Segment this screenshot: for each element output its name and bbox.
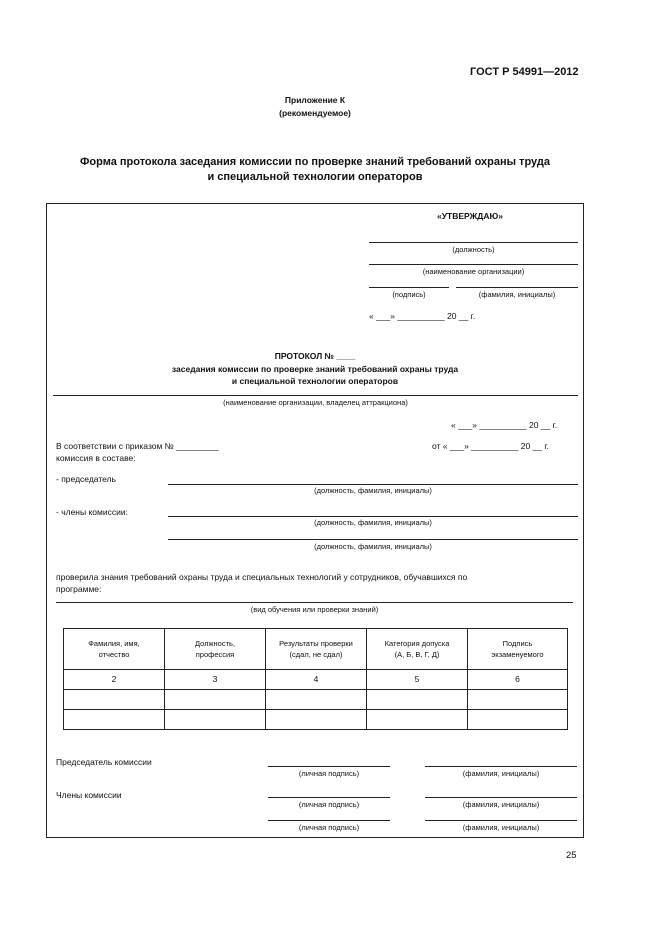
member1-signature-caption: (личная подпись)	[298, 800, 360, 809]
name-caption: (фамилия, инициалы)	[478, 290, 556, 299]
number-cell: 6	[468, 670, 568, 690]
approve-label: «УТВЕРЖДАЮ»	[437, 211, 503, 221]
chairman-signature-label: Председатель комиссии	[56, 757, 152, 767]
member1-name-caption: (фамилия, инициалы)	[462, 800, 540, 809]
table-cell	[165, 690, 266, 710]
checked-line1: проверила знания требований охраны труда и специальных технологий у сотрудников, обучавшихся по	[56, 572, 468, 582]
member1-name-line	[425, 797, 577, 798]
protocol-line2: заседания комиссии по проверке знаний требований охраны труда	[171, 364, 459, 374]
position-caption: (должность)	[452, 245, 495, 254]
chairman-line	[168, 484, 578, 485]
member2-line	[168, 539, 578, 540]
chairman-caption: (должность, фамилия, инициалы)	[314, 486, 432, 495]
name-line	[456, 287, 578, 288]
training-caption: (вид обучения или проверки знаний)	[250, 605, 379, 614]
chairman-signature-caption: (личная подпись)	[298, 769, 360, 778]
number-cell: 4	[266, 670, 367, 690]
members-signature-label: Члены комиссии	[56, 790, 122, 800]
form-title-line2: и специальной технологии операторов	[207, 171, 423, 183]
member2-name-caption: (фамилия, инициалы)	[462, 823, 540, 832]
commission-text: комиссия в составе:	[56, 453, 136, 463]
chairman-label: - председатель	[56, 474, 116, 484]
appendix-subtitle: (рекомендуемое)	[279, 108, 351, 118]
gost-number: ГОСТ Р 54991—2012	[470, 66, 579, 78]
number-cell: 5	[367, 670, 468, 690]
signature-line	[369, 287, 449, 288]
org-caption: (наименование организации)	[422, 267, 525, 276]
appendix-title: Приложение К	[284, 95, 346, 105]
protocol-line3: и специальной технологии операторов	[231, 376, 399, 386]
header-cell-signature: Подпись экзаменуемого	[468, 629, 568, 670]
member1-signature-line	[268, 797, 390, 798]
checked-line2: программе:	[56, 584, 102, 594]
protocol-org-caption: (наименование организации, владелец аттракциона)	[223, 398, 408, 407]
table-cell	[367, 690, 468, 710]
header-cell-category: Категория допуска (А, Б, В, Г, Д)	[367, 629, 468, 670]
table-cell	[64, 710, 165, 730]
form-title-line1: Форма протокола заседания комиссии по проверке знаний требований охраны труда	[80, 156, 550, 168]
member2-name-line	[425, 820, 577, 821]
table-cell	[64, 690, 165, 710]
table-cell	[266, 710, 367, 730]
table-number-row	[64, 670, 568, 690]
number-cell: 3	[165, 670, 266, 690]
header-cell-position: Должность, профессия	[165, 629, 266, 670]
approve-date: « ___» __________ 20 __ г.	[369, 311, 476, 321]
org-name-line	[53, 395, 578, 396]
results-table	[63, 628, 568, 730]
chairman-name-line	[425, 766, 577, 767]
table-row	[64, 710, 568, 730]
protocol-title: ПРОТОКОЛ № ____	[274, 351, 356, 361]
table-cell	[165, 710, 266, 730]
table-cell	[468, 690, 568, 710]
header-cell-name: Фамилия, имя, отчество	[64, 629, 165, 670]
table-cell	[266, 690, 367, 710]
table-header-row	[64, 629, 568, 670]
member2-signature-caption: (личная подпись)	[298, 823, 360, 832]
org-line	[369, 264, 578, 265]
number-cell: 2	[64, 670, 165, 690]
chairman-name-caption: (фамилия, инициалы)	[462, 769, 540, 778]
members-label: - члены комиссии:	[56, 507, 128, 517]
table-cell	[468, 710, 568, 730]
table-row	[64, 690, 568, 710]
page-number: 25	[566, 850, 577, 861]
chairman-signature-line	[268, 766, 390, 767]
training-line	[56, 602, 573, 603]
protocol-date: « ___» __________ 20 __ г.	[451, 420, 558, 430]
position-line	[369, 242, 578, 243]
member2-signature-line	[268, 820, 390, 821]
signature-caption: (подпись)	[392, 290, 426, 299]
order-text: В соответствии с приказом № _________	[56, 441, 219, 451]
table-cell	[367, 710, 468, 730]
member1-line	[168, 516, 578, 517]
member1-caption: (должность, фамилия, инициалы)	[314, 518, 432, 527]
order-date: от « ___» __________ 20 __ г.	[432, 441, 549, 451]
header-cell-result: Результаты проверки (сдал, не сдал)	[266, 629, 367, 670]
member2-caption: (должность, фамилия, инициалы)	[314, 542, 432, 551]
